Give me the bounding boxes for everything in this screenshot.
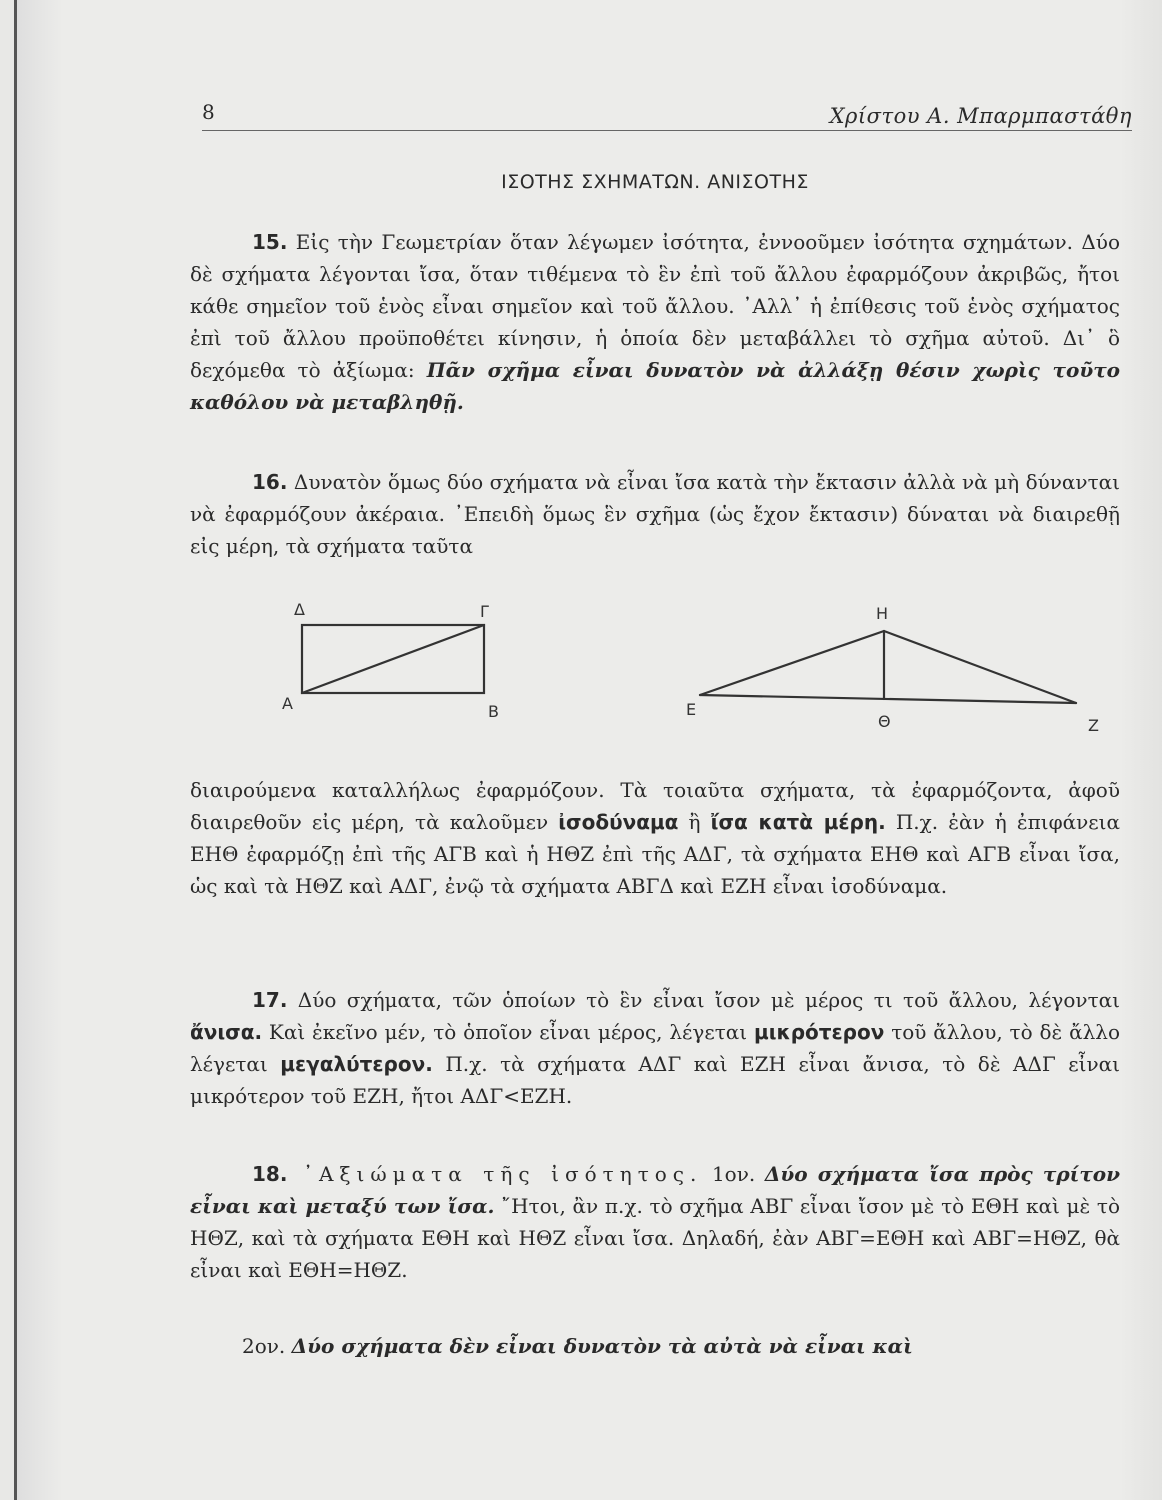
paragraph-18-axiom-2 [190,1330,1120,1362]
term-anisa: ἄνισα. [190,1020,263,1044]
paragraph-number: 15. [252,230,288,254]
paragraph-text: Π.χ. ἐὰν ἡ ἐπιφάνεια ΕΗΘ ἐφαρμόζῃ ἐπὶ τῆς ΑΓΒ καὶ ἡ ΗΘΖ ἐπὶ τῆς ΑΔΓ, τὰ σχήματα ΕΗΘ καὶ ΑΓΒ εἶναι ἴσα, ὡς καὶ τὰ ΗΘΖ καὶ ΑΔΓ, ἐνῷ τὰ σχήματα ΑΒΓΔ καὶ ΕΖΗ εἶναι ἰσοδύναμα. [190,810,1120,898]
term-mikroteron: μικρότερον [754,1020,885,1044]
label-alpha: Α [282,694,293,713]
paragraph-text: τοῦ ἄλλου, τὸ δὲ ἄλλο λέγεται [190,1020,1121,1076]
axiom-1: Δύο σχήματα ἴσα πρὸς τρίτον εἶναι καὶ μεταξύ των ἴσα. [190,1162,1120,1218]
axiom-label: 2ον. [242,1334,292,1358]
paragraph-number: 16. [252,470,288,494]
paragraph-15 [190,226,1120,418]
label-eta: Η [876,604,889,623]
paragraph-17 [190,984,1120,1112]
paragraph-text: Εἰς τὴν Γεωμετρίαν ὅταν λέγωμεν ἰσότητα, ἐννοοῦμεν ἰσότητα σχημάτων. Δύο δὲ σχήματα λέγονται ἴσα, ὅταν τιθέμενα τὸ ἓν ἐπὶ τοῦ ἄλλου ἐφαρμόζουν ἀκριβῶς, ἤτοι κάθε σημεῖον τοῦ ἑνὸς εἶναι σημεῖον καὶ τοῦ ἄλλου. ᾿Αλλ᾿ ἡ ἐπίθεσις τοῦ ἑνὸς σχήματος ἐπὶ τοῦ ἄλλου προϋποθέτει κίνησιν, ἡ ὁποία δὲν μεταβάλλει τὸ σχῆμα αὐτοῦ. Δι᾿ ὃ δεχόμεθα τὸ ἀξίωμα: [190,230,1120,382]
page-header [202,100,1132,131]
base-ez [700,695,1076,703]
side-hz [884,631,1076,703]
diagonal-ag [302,625,484,693]
figure-rectangle-and-triangle [270,595,1120,745]
paragraph-text: ἢ [678,810,711,834]
paragraph-text: ῎Ητοι, ἂν π.χ. τὸ σχῆμα ΑΒΓ εἶναι ἴσον μὲ τὸ ΕΘΗ καὶ μὲ τὸ ΗΘΖ, καὶ τὰ σχήματα ΕΘΗ καὶ ΗΘΖ εἶναι ἴσα. Δηλαδή, ἐὰν ΑΒΓ=ΕΘΗ καὶ ΑΒΓ=ΗΘΖ, θὰ εἶναι καὶ ΕΘΗ=ΗΘΖ. [190,1194,1120,1282]
paragraph-16-continued [190,774,1120,902]
paragraph-text: Π.χ. τὰ σχήματα ΑΔΓ καὶ ΕΖΗ εἶναι ἄνισα, τὸ δὲ ΑΔΓ εἶναι μικρότερον τοῦ ΕΖΗ, ἤτοι ΑΔΓ<ΕΖΗ. [190,1052,1121,1108]
paragraph-18 [190,1158,1120,1286]
axiom-2: Δύο σχήματα δὲν εἶναι δυνατὸν τὰ αὐτὰ νὰ εἶναι καὶ [291,1334,913,1358]
term-isa-kata-meri: ἴσα κατὰ μέρη. [710,810,886,834]
paragraph-16 [190,466,1120,562]
label-zeta: Ζ [1088,716,1099,735]
label-epsilon: Ε [686,700,697,719]
page-number: 8 [202,100,215,124]
label-delta: Δ [294,600,305,619]
axiom-text: Πᾶν σχῆμα εἶναι δυνατὸν νὰ ἀλλάξῃ θέσιν χωρὶς τοῦτο καθόλου νὰ μεταβληθῇ. [190,358,1121,414]
paragraph-text: Καὶ ἐκεῖνο μέν, τὸ ὁποῖον εἶναι μέρος, λέγεται [262,1020,754,1044]
paragraph-text: Δυνατὸν ὅμως δύο σχήματα νὰ εἶναι ἴσα κατὰ τὴν ἔκτασιν ἀλλὰ νὰ μὴ δύνανται νὰ ἐφαρμόζουν ἀκέραια. ᾿Επειδὴ ὅμως ἓν σχῆμα (ὡς ἔχον ἔκτασιν) δύναται νὰ διαιρεθῇ εἰς μέρη, τὰ σχήματα ταῦτα [190,470,1120,558]
section-title: ΙΣΟΤΗΣ ΣΧΗΜΑΤΩΝ. ΑΝΙΣΟΤΗΣ [501,171,809,193]
term-isodynama: ἰσοδύναμα [558,810,679,834]
paragraph-number: 18. [252,1162,288,1186]
label-theta: Θ [878,712,891,731]
term-megalyteron: μεγαλύτερον. [280,1052,433,1076]
axiom-label: 1ον. [702,1162,765,1186]
paragraph-number: 17. [252,988,288,1012]
paragraph-text: διαιρούμενα καταλλήλως ἐφαρμόζουν. Τὰ τοιαῦτα σχήματα, τὰ ἐφαρμόζοντα, ἀφοῦ διαιρεθοῦν εἰς μέρη, τὰ καλοῦμεν [190,778,1120,834]
side-eh [700,631,884,695]
paragraph-text: Δύο σχήματα, τῶν ὁποίων τὸ ἓν εἶναι ἴσον μὲ μέρος τι τοῦ ἄλλου, λέγονται [287,988,1120,1012]
running-head: Χρίστου Α. Μπαρμπαστάθη [829,104,1132,128]
label-beta: Β [488,702,499,721]
section-heading: ᾿Αξιώματα τῆς ἰσότητος. [287,1162,703,1186]
label-gamma: Γ [480,602,489,621]
